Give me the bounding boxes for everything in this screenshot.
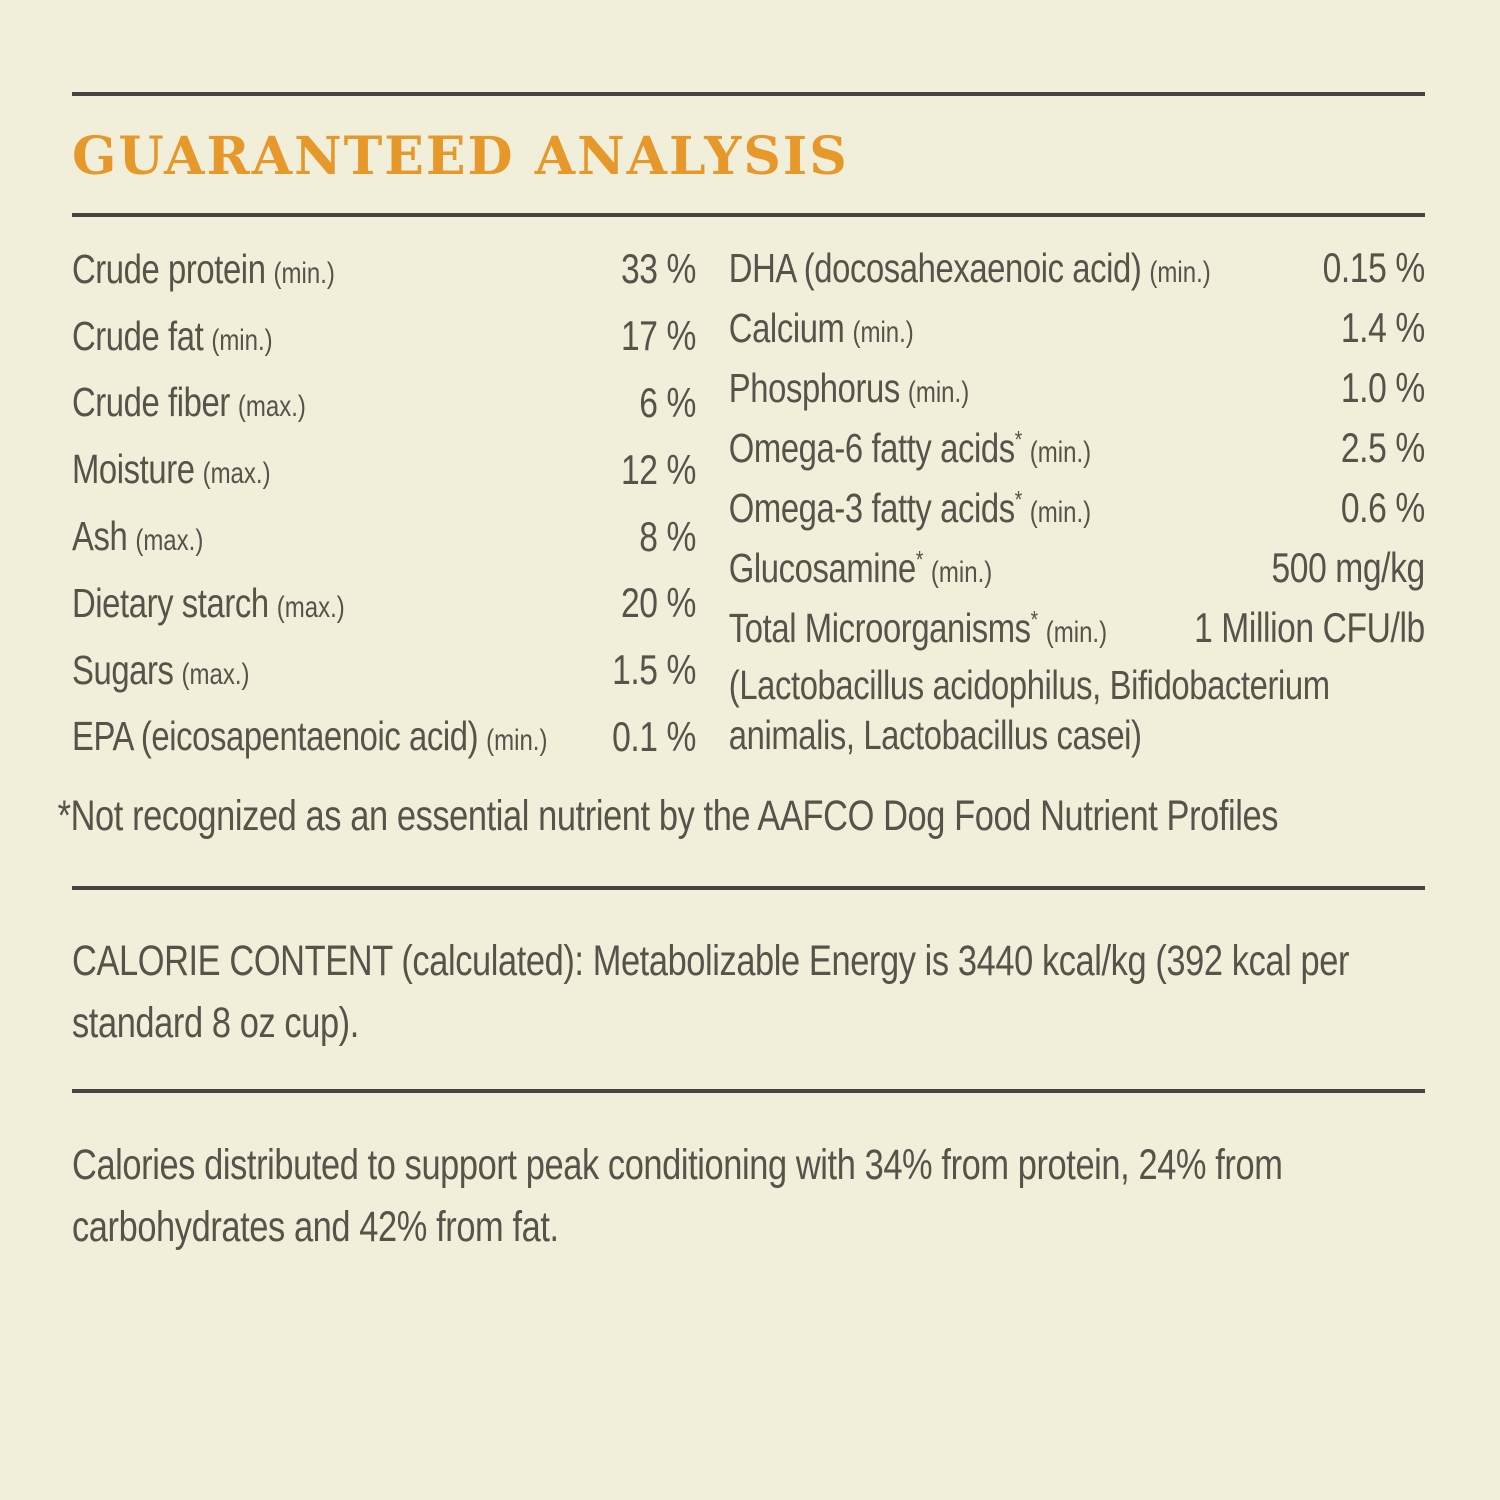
nutrient-qualifier: (min.): [1149, 255, 1211, 289]
nutrient-row: [72, 303, 696, 370]
footnote-asterisk: *: [1014, 425, 1022, 453]
nutrient-row: [72, 704, 696, 771]
nutrient-row: [72, 637, 696, 704]
nutrient-label: EPA (eicosapentaenoic acid) (min.): [72, 713, 548, 760]
nutrient-qualifier: (min.): [1029, 495, 1092, 529]
nutrient-qualifier: (min.): [1029, 435, 1092, 469]
nutrient-value: 20 %: [621, 579, 696, 627]
nutrient-value: 1.5 %: [612, 646, 696, 694]
nutrient-row: [729, 538, 1425, 598]
nutrient-column-right: [729, 238, 1425, 760]
nutrient-value: 0.6 %: [1340, 484, 1425, 531]
nutrient-value: 0.15 %: [1322, 244, 1425, 291]
nutrient-label: Sugars (max.): [72, 646, 250, 693]
nutrient-value: 33 %: [621, 245, 696, 293]
nutrient-label: DHA (docosahexaenoic acid) (min.): [728, 244, 1211, 291]
nutrient-qualifier: (max.): [237, 390, 306, 424]
nutrient-value: 1.4 %: [1340, 304, 1425, 351]
nutrient-label: Crude fat (min.): [72, 312, 273, 359]
nutrient-qualifier: (min.): [907, 375, 970, 409]
footnote-asterisk: *: [1030, 605, 1038, 633]
nutrient-qualifier: (min.): [211, 323, 273, 357]
footnote-divider-rule: [72, 886, 1425, 890]
calorie-content-text: CALORIE CONTENT (calculated): Metabolizable Energy is 3440 kcal/kg (392 kcal per standard 8 oz cup).: [72, 937, 1350, 1047]
nutrient-label: Omega-3 fatty acids* (min.): [728, 484, 1092, 531]
nutrient-value: 1 Million CFU/lb: [1194, 604, 1425, 651]
nutrient-label: Calcium (min.): [728, 304, 914, 351]
nutrient-value: 500 mg/kg: [1271, 544, 1425, 591]
nutrient-label: Phosphorus (min.): [728, 364, 970, 411]
page-title: GUARANTEED ANALYSIS: [72, 126, 849, 187]
nutrient-qualifier: (max.): [276, 590, 345, 624]
nutrient-value: 8 %: [639, 512, 696, 560]
nutrient-row: [729, 418, 1425, 478]
nutrient-row: [729, 478, 1425, 538]
nutrient-row: [72, 503, 696, 570]
nutrient-qualifier: (max.): [202, 457, 271, 491]
nutrient-label: Crude fiber (max.): [72, 379, 306, 426]
nutrient-qualifier: (min.): [486, 724, 548, 758]
nutrient-value: 2.5 %: [1340, 424, 1425, 471]
nutrient-label: Crude protein (min.): [72, 245, 335, 292]
nutrient-value: 6 %: [639, 378, 696, 426]
nutrient-value: 12 %: [621, 445, 696, 493]
footnote-asterisk: *: [1014, 485, 1022, 513]
nutrient-qualifier: (min.): [930, 555, 993, 589]
nutrient-label: Glucosamine* (min.): [728, 544, 993, 591]
nutrient-qualifier: (max.): [181, 657, 250, 691]
nutrient-row: [72, 570, 696, 637]
aafco-footnote: *Not recognized as an essential nutrient by the AAFCO Dog Food Nutrient Profiles: [57, 792, 1279, 840]
nutrient-row: [729, 358, 1425, 418]
nutrient-value: 0.1 %: [612, 712, 696, 760]
nutrient-qualifier: (min.): [273, 256, 335, 290]
nutrient-label: Total Microorganisms* (min.): [728, 604, 1108, 651]
nutrient-label: Ash (max.): [72, 513, 204, 560]
title-underline-rule: [72, 213, 1425, 217]
nutrient-label: Omega-6 fatty acids* (min.): [728, 424, 1092, 471]
nutrient-column-left: [72, 236, 696, 770]
nutrient-row: [72, 236, 696, 303]
nutrient-row: [72, 436, 696, 503]
calorie-divider-rule: [72, 1089, 1425, 1093]
footnote-asterisk: *: [915, 545, 923, 573]
nutrient-qualifier: (max.): [135, 524, 204, 558]
nutrient-label: Dietary starch (max.): [72, 579, 345, 626]
nutrient-value: 1.0 %: [1340, 364, 1425, 411]
nutrient-note: (Lactobacillus acidophilus, Bifidobacterium animalis, Lactobacillus casei): [728, 662, 1330, 758]
calorie-distribution-text: Calories distributed to support peak conditioning with 34% from protein, 24% from carbohydrates and 42% from fat.: [72, 1141, 1283, 1251]
nutrient-qualifier: (min.): [1045, 615, 1108, 649]
nutrient-row: [729, 298, 1425, 358]
nutrient-qualifier: (min.): [852, 315, 914, 349]
nutrient-label: Moisture (max.): [72, 446, 271, 493]
nutrient-row: [729, 238, 1425, 298]
top-rule: [72, 92, 1425, 96]
nutrient-row: [729, 598, 1425, 658]
nutrient-value: 17 %: [621, 312, 696, 360]
nutrient-row: [72, 370, 696, 437]
